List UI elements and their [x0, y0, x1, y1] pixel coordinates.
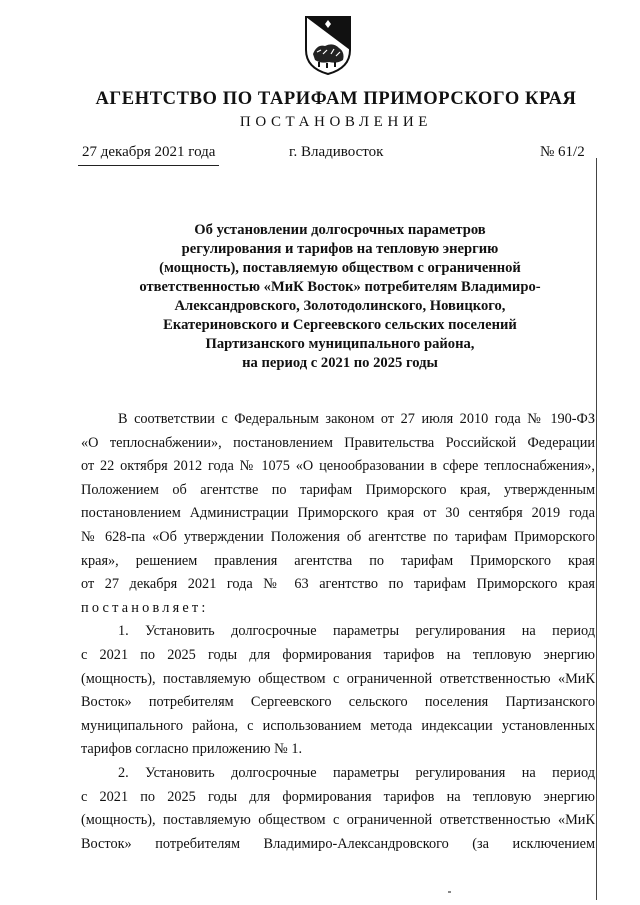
title-line: регулирования и тарифов на тепловую энергию	[181, 241, 499, 257]
item2-line: Восток» потребителям Владимиро-Александровского (за исключением	[81, 835, 595, 852]
agency-name: АГЕНТСТВО ПО ТАРИФАМ ПРИМОРСКОГО КРАЯ	[95, 89, 577, 109]
resolves-word: постановляет:	[81, 599, 209, 616]
item2-line: 2. Установить долгосрочные параметры регулирования на период	[118, 764, 595, 781]
title-line: (мощность), поставляемую обществом с ограниченной	[159, 260, 521, 276]
preamble-line: края», решением правления агентства по тарифам Приморского края	[81, 552, 595, 569]
item2-line: (мощность), поставляемую обществом с ограниченной ответственностью «МиК	[81, 812, 595, 829]
item1-line: с 2021 по 2025 годы для формирования тарифов на тепловую энергию	[81, 646, 595, 663]
document-date-block	[82, 144, 215, 161]
coat-of-arms-icon	[303, 14, 353, 76]
title-line: Екатериновского и Сергеевского сельских поселений	[163, 317, 517, 333]
title-line: Александровского, Золотодолинского, Новицкого,	[174, 298, 506, 314]
preamble-line: от 22 октября 2012 года № 1075 «О ценообразовании в сфере теплоснабжения»,	[81, 458, 595, 475]
title-line: на период с 2021 по 2025 годы	[242, 355, 438, 371]
document-city: г. Владивосток	[289, 144, 384, 160]
item1-line: тарифов согласно приложению № 1.	[81, 741, 303, 758]
preamble-line: № 628-па «Об утверждении Положения об агентстве по тарифам Приморского	[81, 528, 595, 545]
preamble-line: «О теплоснабжении», постановлением Правительства Российской Федерации	[81, 434, 595, 451]
item1-line: Восток» потребителям Сергеевского сельского поселения Партизанского	[81, 694, 595, 711]
scan-edge-line	[596, 158, 597, 900]
item2-line: с 2021 по 2025 годы для формирования тарифов на тепловую энергию	[81, 788, 595, 805]
document-body	[81, 408, 595, 856]
date-underline	[78, 165, 219, 166]
document-title	[60, 221, 620, 373]
preamble-line: постановлением Администрации Приморского края от 30 сентября 2019 года	[81, 505, 595, 522]
title-line: Партизанского муниципального района,	[205, 336, 475, 352]
item1-line: муниципального района, с использованием метода индексации установленных	[81, 717, 595, 734]
preamble-line: Положением об агентстве по тарифам Приморского края, утвержденным	[81, 481, 595, 498]
document-type: ПОСТАНОВЛЕНИЕ	[239, 114, 433, 130]
item1-line: 1. Установить долгосрочные параметры регулирования на период	[118, 623, 595, 640]
preamble-line: В соответствии с Федеральным законом от 27 июля 2010 года № 190-ФЗ	[118, 411, 595, 427]
document-date: 27 декабря 2021 года	[82, 144, 216, 160]
title-line: ответственностью «МиК Восток» потребителям Владимиро-	[139, 279, 541, 295]
item1-line: (мощность), поставляемую обществом с ограниченной ответственностью «МиК	[81, 670, 595, 687]
document-number: № 61/2	[540, 144, 585, 160]
title-line: Об установлении долгосрочных параметров	[194, 222, 486, 238]
preamble-line: от 27 декабря 2021 года № 63 агентство по тарифам Приморского края	[81, 576, 595, 593]
scan-speck	[448, 891, 451, 893]
